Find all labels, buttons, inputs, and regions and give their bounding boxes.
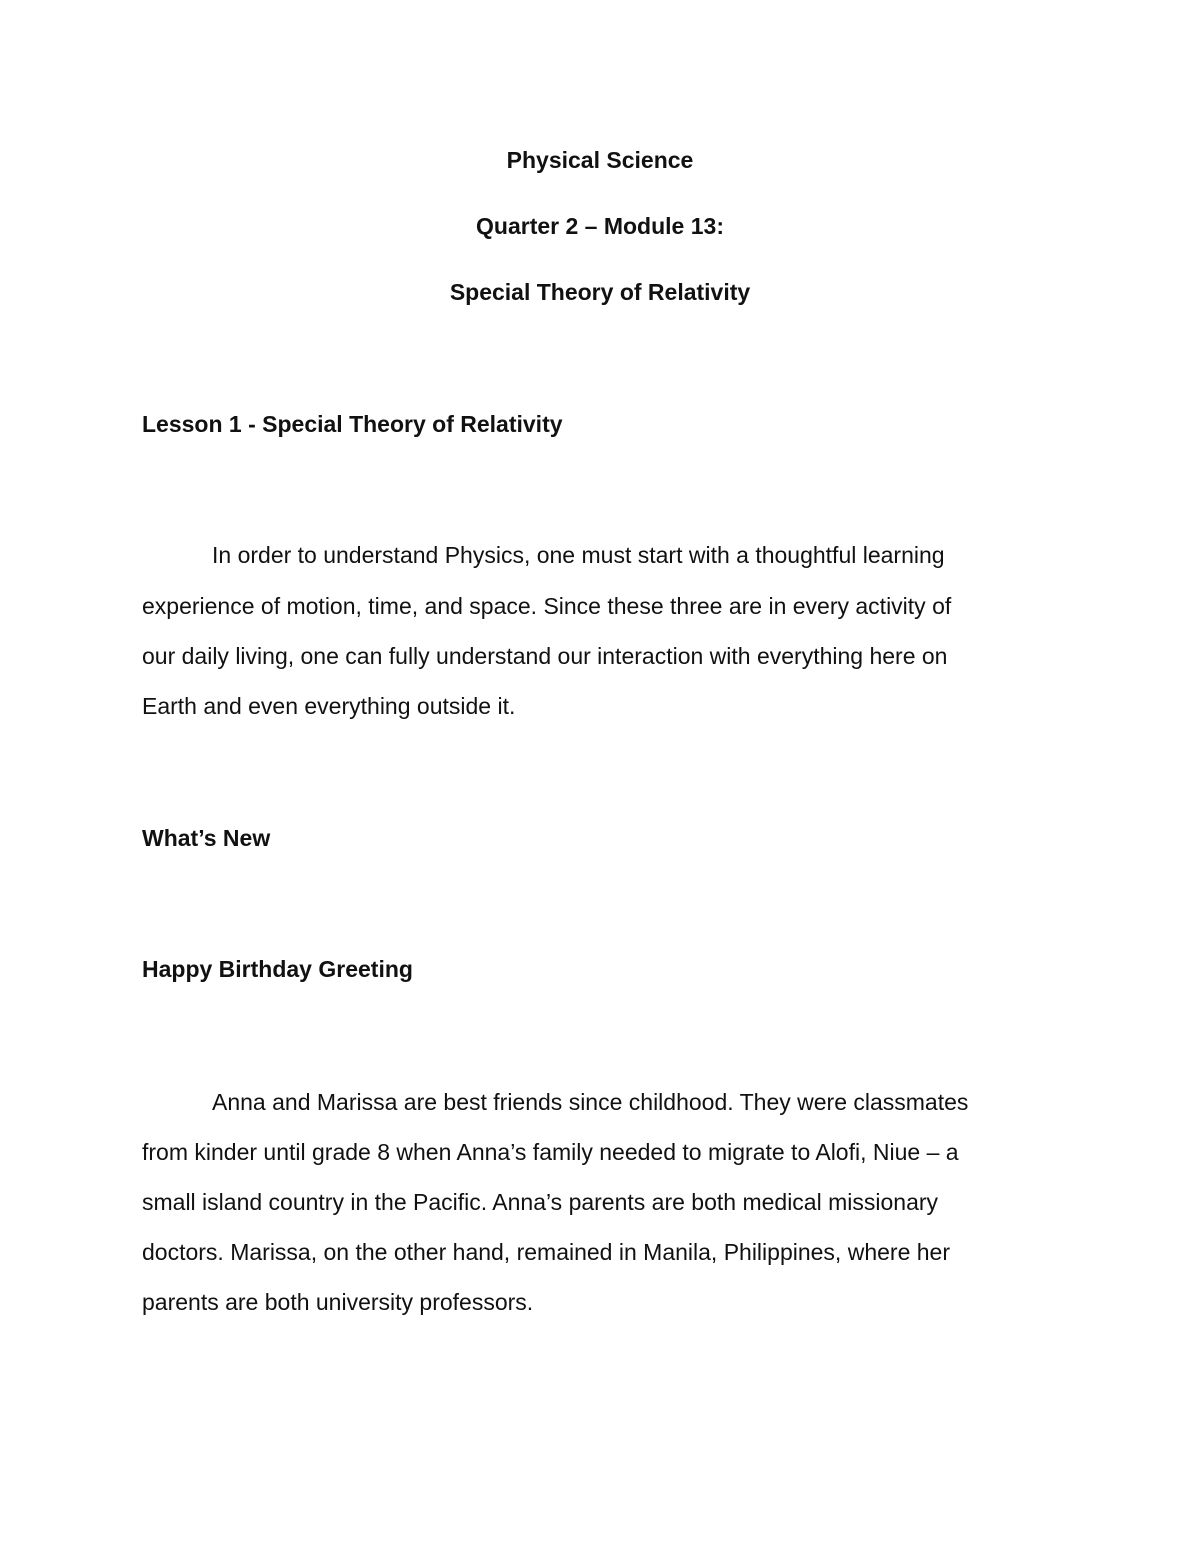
intro-line-3: our daily living, one can fully understand our interaction with everything here on: [142, 643, 948, 669]
section-heading: What’s New: [142, 825, 271, 851]
lesson-heading: Lesson 1 - Special Theory of Relativity: [142, 411, 563, 437]
module-label: Quarter 2 – Module 13:: [476, 213, 724, 239]
story-line-4: doctors. Marissa, on the other hand, remained in Manila, Philippines, where her: [142, 1239, 950, 1265]
story-line-5: parents are both university professors.: [142, 1289, 534, 1315]
topic-title: Special Theory of Relativity: [449, 279, 751, 305]
intro-line-2: experience of motion, time, and space. Since these three are in every activity of: [142, 593, 952, 619]
document-title: Physical Science: [506, 147, 694, 173]
intro-line-1: In order to understand Physics, one must start with a thoughtful learning: [212, 542, 945, 568]
intro-line-4: Earth and even everything outside it.: [142, 693, 516, 719]
story-line-1: Anna and Marissa are best friends since childhood. They were classmates: [212, 1089, 969, 1115]
story-line-3: small island country in the Pacific. Anna’s parents are both medical missionary: [142, 1189, 939, 1215]
subsection-heading: Happy Birthday Greeting: [142, 956, 413, 982]
story-line-2: from kinder until grade 8 when Anna’s family needed to migrate to Alofi, Niue – a: [142, 1139, 959, 1165]
